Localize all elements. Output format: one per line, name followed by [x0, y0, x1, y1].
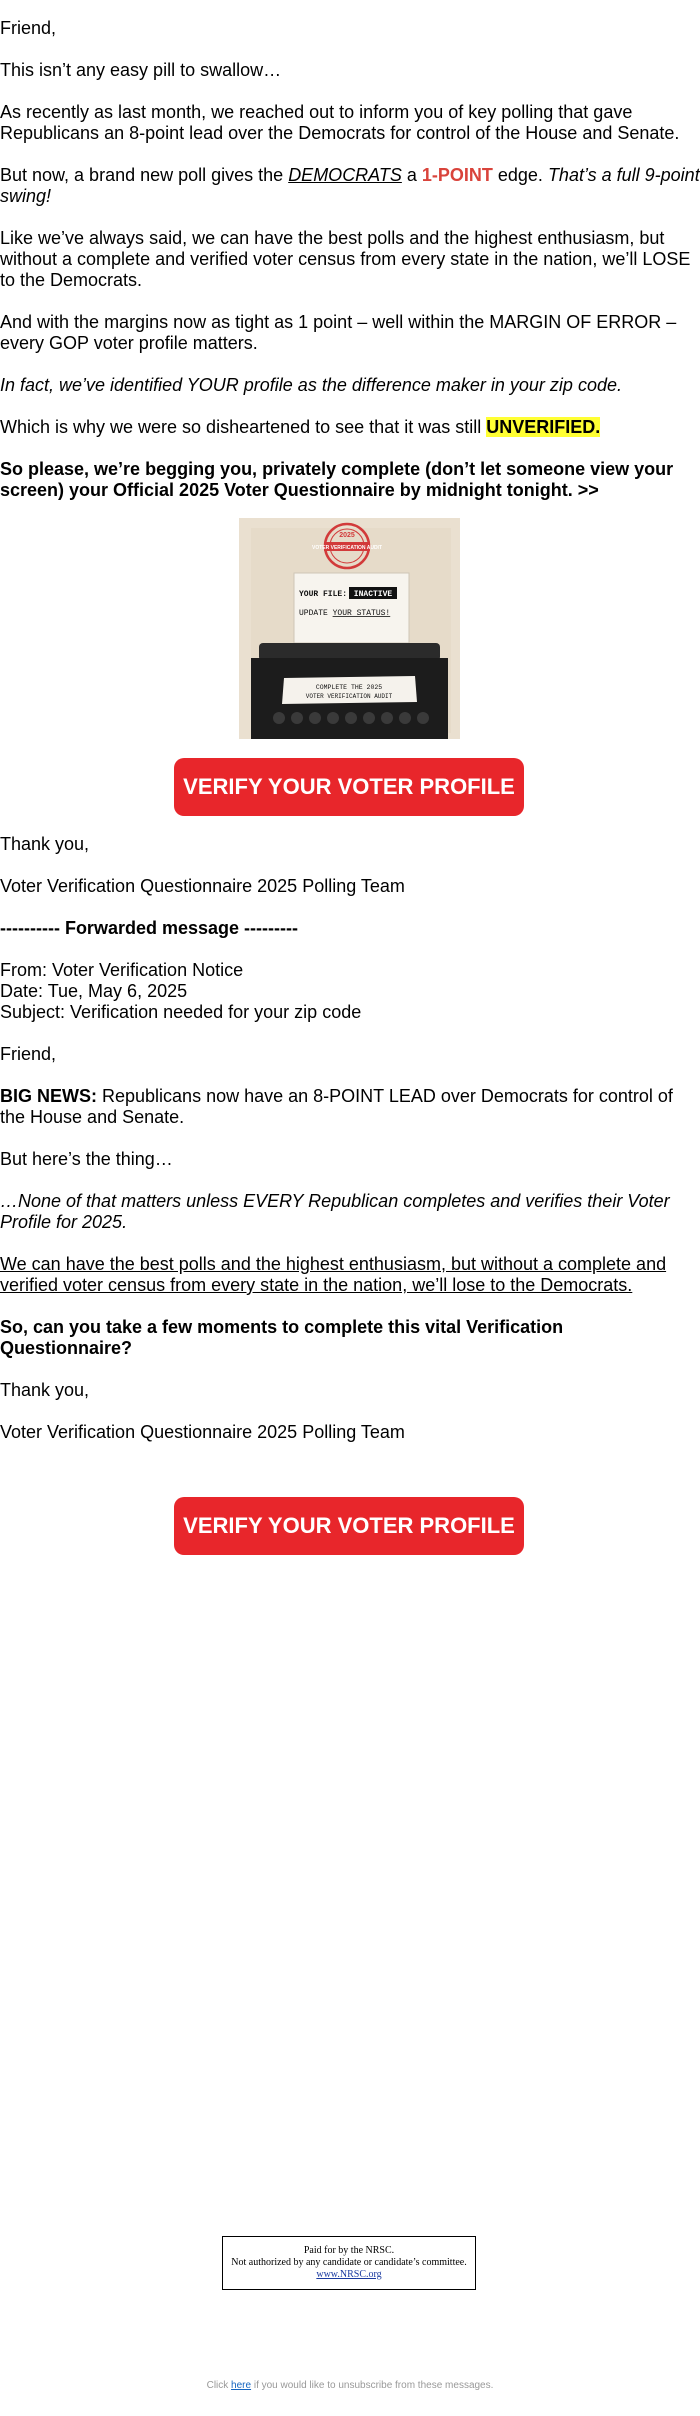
- ask-paragraph: So, can you take a few moments to complete this vital Verification Questionnaire?: [0, 1317, 564, 1358]
- none-matters-paragraph: …None of that matters unless EVERY Republican completes and verifies their Voter Profile for 2025.: [0, 1191, 670, 1232]
- big-news-paragraph: [0, 1086, 700, 1128]
- new-poll-paragraph: [0, 165, 700, 207]
- thanks-2: Thank you,: [0, 1380, 90, 1400]
- margins-paragraph: And with the margins now as tight as 1 point – well within the MARGIN OF ERROR – every GOP voter profile matters.: [0, 312, 677, 353]
- signature: Voter Verification Questionnaire 2025 Polling Team: [0, 876, 405, 896]
- unsubscribe-link[interactable]: here: [231, 2380, 252, 2391]
- svg-text:COMPLETE THE 2025: COMPLETE THE 2025: [315, 684, 383, 691]
- profile-paragraph: In fact, we’ve identified YOUR profile as the difference maker in your zip code.: [0, 375, 622, 395]
- nrsc-link[interactable]: www.NRSC.org: [316, 2269, 382, 2280]
- greeting-2: Friend,: [0, 1044, 57, 1064]
- text-segment: Which is why we were so disheartened to see that it was still: [0, 417, 487, 437]
- paid-for-line: Paid for by the NRSC.: [303, 2245, 395, 2256]
- subject-line: Subject: Verification needed for your zip code: [0, 1002, 362, 1022]
- unsubscribe-line: [0, 2380, 700, 2392]
- heres-the-thing: But here’s the thing…: [0, 1149, 173, 1169]
- unverified-paragraph: [0, 417, 700, 438]
- thanks: Thank you,: [0, 834, 90, 854]
- text-segment: a: [401, 165, 422, 185]
- svg-text:INACTIVE: INACTIVE: [353, 590, 393, 599]
- text-segment: edge.: [492, 165, 548, 185]
- democrats-emphasis: DEMOCRATS: [288, 165, 402, 185]
- text-segment: But now, a brand new poll gives the: [0, 165, 289, 185]
- forwarded-header: ---------- Forwarded message ---------: [0, 918, 298, 938]
- text-segment: Click: [206, 2380, 232, 2391]
- typewriter-illustration: [239, 518, 460, 739]
- svg-text:VOTER VERIFICATION AUDIT: VOTER VERIFICATION AUDIT: [312, 545, 382, 551]
- big-news-label: BIG NEWS:: [0, 1086, 97, 1106]
- underlined-paragraph: We can have the best polls and the highest enthusiasm, but without a complete and verified voter census from every state in the nation, we’ll lose to the Democrats.: [0, 1254, 667, 1295]
- text-segment: if you would like to unsubscribe from these messages.: [251, 2380, 494, 2391]
- signature-2: Voter Verification Questionnaire 2025 Polling Team: [0, 1422, 405, 1442]
- greeting: Friend,: [0, 18, 57, 38]
- not-authorized-line: Not authorized by any candidate or candidate’s committee.: [231, 2257, 467, 2268]
- unverified-highlight: UNVERIFIED.: [486, 417, 601, 437]
- enthusiasm-paragraph: Like we’ve always said, we can have the best polls and the highest enthusiasm, but without a complete and verified voter census from every state in the nation, we’ll LOSE to the Democrats.: [0, 228, 691, 290]
- paid-for-disclaimer: [222, 2236, 476, 2290]
- svg-text:YOUR FILE:: YOUR FILE:: [299, 590, 348, 599]
- svg-text:UPDATE YOUR STATUS!: UPDATE YOUR STATUS!: [299, 609, 391, 618]
- svg-text:VOTER VERIFICATION AUDIT: VOTER VERIFICATION AUDIT: [305, 693, 393, 700]
- intro-line: This isn’t any easy pill to swallow…: [0, 60, 282, 80]
- swing-emphasis: That’s a full 9-point swing!: [0, 165, 700, 206]
- date-line: Date: Tue, May 6, 2025: [0, 981, 188, 1001]
- one-point-emphasis: 1-POINT: [421, 165, 493, 185]
- polling-paragraph: As recently as last month, we reached out to inform you of key polling that gave Republicans an 8-point lead over the Democrats for control of the House and Senate.: [0, 102, 680, 143]
- text-segment: Republicans now have an 8-POINT LEAD over Democrats for control of the House and Senate.: [0, 1086, 673, 1127]
- begging-paragraph: So please, we’re begging you, privately complete (don’t let someone view your screen) your Official 2025 Voter Questionnaire by midnight tonight. >>: [0, 459, 674, 500]
- typewriter-image[interactable]: [239, 518, 460, 739]
- from-line: From: Voter Verification Notice: [0, 960, 244, 980]
- verify-profile-button-2[interactable]: VERIFY YOUR VOTER PROFILE >>: [174, 1497, 524, 1555]
- svg-text:2025: 2025: [339, 532, 355, 539]
- verify-profile-button[interactable]: VERIFY YOUR VOTER PROFILE >>: [174, 758, 524, 816]
